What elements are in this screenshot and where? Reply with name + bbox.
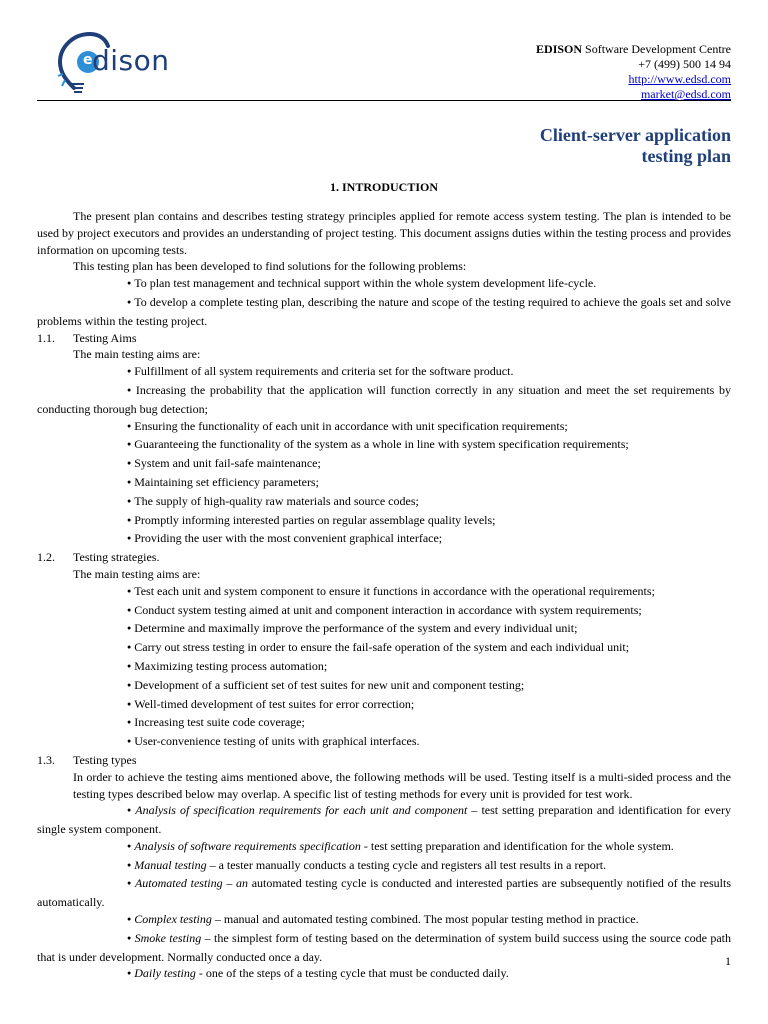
list-item — [37, 875, 731, 911]
list-item: ● User-convenience testing of units with graphical interfaces. — [37, 733, 731, 752]
list-item: ● To plan test management and technical support within the whole system development life-cycle. — [37, 275, 731, 294]
subsection-heading — [37, 752, 731, 769]
description: the simplest form of testing based on the determination of system build success using the source code path that is under development. Normally conducted once a day. — [37, 930, 731, 964]
website-link[interactable]: http://www.edsd.com — [628, 72, 731, 86]
list-item — [37, 965, 731, 984]
list-item: ● Increasing test suite code coverage; — [37, 714, 731, 733]
term: Complex testing — [134, 912, 212, 927]
list-item: ● Fulfillment of all system requirements and criteria set for the software product. — [37, 363, 731, 382]
description: one of the steps of a testing cycle that must be conducted daily. — [205, 966, 509, 981]
subsection-lead: The main testing aims are: — [73, 347, 201, 362]
description-lead: an — [236, 876, 249, 891]
list-item: ● Maximizing testing process automation; — [37, 658, 731, 677]
list-item: ● The supply of high-quality raw materials and source codes; — [37, 493, 731, 512]
term: Analysis of software requirements specification — [134, 838, 361, 853]
title-line-2: testing plan — [641, 146, 731, 166]
subsection-number: 1.1. — [37, 330, 55, 345]
company-info — [536, 42, 731, 102]
page-number: 1 — [725, 954, 731, 968]
description: test setting preparation and identification for every single system component. — [37, 803, 731, 837]
list-item: ● Carry out stress testing in order to ensure the fail-safe operation of the system and each individual unit; — [37, 639, 731, 658]
separator: – — [211, 912, 224, 927]
header-divider — [37, 100, 731, 101]
separator: – — [206, 857, 219, 872]
section-heading: 1. INTRODUCTION — [329, 180, 438, 194]
list-item: ● System and unit fail-safe maintenance; — [37, 455, 731, 474]
title-line-1: Client-server application — [539, 125, 731, 145]
list-item — [37, 930, 731, 966]
separator: – — [467, 803, 482, 818]
company-line — [536, 42, 731, 57]
company-phone: +7 (499) 500 14 94 — [638, 57, 731, 71]
description: manual and automated testing combined. The most popular testing method in practice. — [223, 912, 639, 927]
list-item: ● Increasing the probability that the application will function correctly in any situation and meet the set requirements by conducting thorough bug detection; — [37, 382, 731, 418]
term: Smoke testing — [134, 930, 202, 945]
description: a tester manually conducts a testing cycle and registers all test results in a report. — [218, 857, 607, 872]
subsection-title: Testing strategies. — [73, 550, 160, 565]
subsection-number: 1.3. — [37, 752, 55, 767]
list-item: ● Development of a sufficient set of test suites for new unit and component testing; — [37, 677, 731, 696]
list-item: ● Determine and maximally improve the performance of the system and every individual unit; — [37, 620, 731, 639]
list-item: ● To develop a complete testing plan, describing the nature and scope of the testing required to achieve the goals set and solve problems within the testing project. — [37, 294, 731, 330]
email-link[interactable]: market@edsd.com — [640, 87, 731, 101]
list-item: ● Test each unit and system component to ensure it functions in accordance with the operational requirements; — [37, 583, 731, 602]
subsection-heading — [37, 330, 731, 347]
description: test setting preparation and identification for the whole system. — [370, 838, 674, 853]
document-body — [37, 208, 731, 984]
term: Daily testing — [134, 966, 196, 981]
subsection-lead: The main testing aims are: — [73, 566, 201, 581]
subsection-number: 1.2. — [37, 550, 55, 565]
company-suffix: Software Development Centre — [582, 42, 731, 56]
subsection-heading — [37, 549, 731, 566]
term: Automated testing — [134, 876, 223, 891]
list-item: ● Providing the user with the most convenient graphical interface; — [37, 530, 731, 549]
document-title — [540, 125, 731, 167]
list-item — [37, 802, 731, 838]
intro-paragraph-2: This testing plan has been developed to find solutions for the following problems: — [73, 259, 467, 274]
list-item — [37, 857, 731, 876]
separator: – — [201, 930, 214, 945]
intro-paragraph-1: The present plan contains and describes testing strategy principles applied for remote access system testing. The plan is intended to be used by project executors and provides an understanding of project testing. This document assigns duties within the testing process and provides information on upcoming tests. — [37, 209, 731, 257]
subsection-title: Testing types — [73, 752, 137, 767]
term: Manual testing — [134, 857, 207, 872]
term: Analysis of specification requirements for each unit and component — [135, 803, 468, 818]
list-item — [37, 838, 731, 857]
list-item: ● Promptly informing interested parties on regular assemblage quality levels; — [37, 512, 731, 531]
list-item: ● Guaranteeing the functionality of the system as a whole in line with system specification requirements; — [37, 436, 731, 455]
subsection-title: Testing Aims — [73, 330, 137, 345]
company-name: EDISON — [536, 42, 583, 56]
subsection-lead: In order to achieve the testing aims mentioned above, the following methods will be used. Testing itself is a multi-sided process and the testing types described below may overlap. A specific list of testing methods for every unit is provided for test work. — [73, 769, 731, 801]
separator: - — [195, 966, 206, 981]
separator: – — [222, 876, 237, 891]
logo-wordmark: dison — [92, 44, 170, 77]
list-item: ● Conduct system testing aimed at unit and component interaction in accordance with system requirements; — [37, 602, 731, 621]
separator: - — [360, 838, 371, 853]
list-item: ● Maintaining set efficiency parameters; — [37, 474, 731, 493]
description: automated testing cycle is conducted and interested parties are subsequently notified of the results automatically. — [37, 876, 731, 910]
list-item: ● Ensuring the functionality of each unit in accordance with unit specification requirements; — [37, 418, 731, 437]
logo-letter-e: e — [83, 52, 93, 68]
list-item: ● Well-timed development of test suites for error correction; — [37, 696, 731, 715]
list-item — [37, 911, 731, 930]
